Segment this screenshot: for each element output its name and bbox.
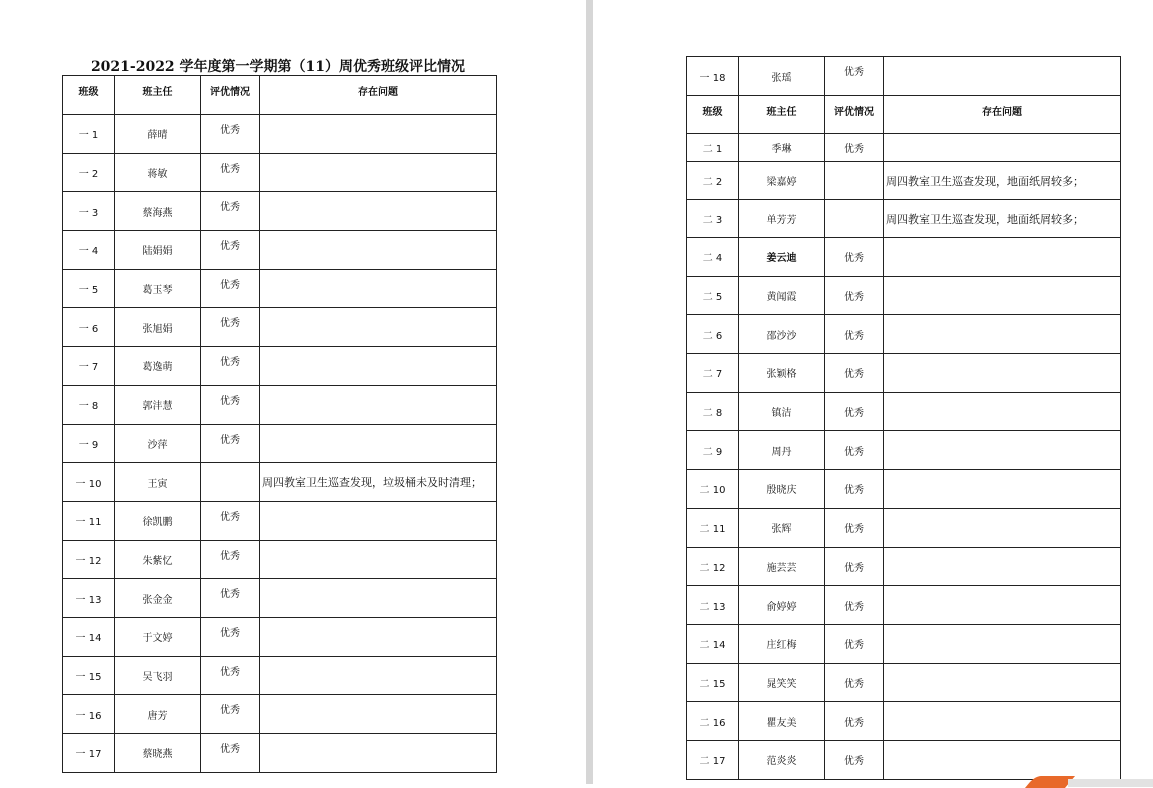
evaluation-cell: 优秀 [201,540,260,579]
issue-cell [260,617,497,656]
class-cell: 二 13 [687,586,739,625]
issue-cell [884,354,1121,393]
teacher-cell: 葛玉琴 [115,269,201,308]
header-class: 班级 [63,76,115,115]
class-cell: 二 16 [687,702,739,741]
evaluation-cell: 优秀 [201,656,260,695]
table-header-row [63,76,497,115]
issue-cell [884,586,1121,625]
evaluation-cell: 优秀 [825,547,884,586]
teacher-cell: 陆娟娟 [115,231,201,270]
teacher-cell: 徐凯鹏 [115,501,201,540]
teacher-cell: 晁笑笑 [739,663,825,702]
issue-cell [260,579,497,618]
evaluation-cell: 优秀 [825,134,884,162]
evaluation-cell: 优秀 [201,424,260,463]
teacher-cell: 郭沣慧 [115,385,201,424]
table-row [687,740,1121,779]
teacher-cell: 葛逸萌 [115,347,201,386]
evaluation-cell: 优秀 [201,347,260,386]
evaluation-cell: 优秀 [201,695,260,734]
evaluation-cell: 优秀 [201,579,260,618]
issue-cell: 周四教室卫生巡查发现，地面纸屑较多； [884,162,1121,200]
class-cell: 二 17 [687,740,739,779]
table-row [63,269,497,308]
table-row [63,695,497,734]
class-cell: 二 7 [687,354,739,393]
table-row [687,431,1121,470]
teacher-cell: 于文婷 [115,617,201,656]
evaluation-cell: 优秀 [825,663,884,702]
table-row [687,354,1121,393]
table-row [63,424,497,463]
class-cell: 一 9 [63,424,115,463]
teacher-cell: 薛晴 [115,115,201,154]
table-row [687,702,1121,741]
issue-cell [260,115,497,154]
class-cell: 二 3 [687,200,739,238]
table-row [63,656,497,695]
evaluation-cell: 优秀 [201,501,260,540]
issue-cell [884,624,1121,663]
issue-cell [260,231,497,270]
issue-cell [260,501,497,540]
evaluation-cell: 优秀 [825,315,884,354]
table-row [63,501,497,540]
header-evaluation: 评优情况 [201,76,260,115]
evaluation-cell: 优秀 [825,470,884,509]
teacher-cell: 朱紫忆 [115,540,201,579]
issue-cell [884,547,1121,586]
teacher-cell: 周丹 [739,431,825,470]
teacher-cell: 殷晓庆 [739,470,825,509]
issue-cell [260,695,497,734]
right-evaluation-table [686,56,1121,780]
evaluation-cell: 优秀 [201,153,260,192]
class-cell: 一 4 [63,231,115,270]
table-row [63,192,497,231]
table-row [63,231,497,270]
teacher-cell: 镇洁 [739,392,825,431]
class-cell: 一 10 [63,463,115,502]
class-cell: 二 12 [687,547,739,586]
issue-cell [260,153,497,192]
teacher-cell: 吴飞羽 [115,656,201,695]
teacher-cell: 张金金 [115,579,201,618]
table-row [687,276,1121,315]
class-cell: 一 6 [63,308,115,347]
gray-bar-decoration [1068,779,1153,787]
table-row [687,134,1121,162]
class-cell: 二 11 [687,508,739,547]
teacher-cell: 蔡海燕 [115,192,201,231]
teacher-cell: 瞿友美 [739,702,825,741]
page-title: 2021-2022 学年度第一学期第（11）周优秀班级评比情况 [90,59,466,75]
evaluation-cell: 优秀 [825,276,884,315]
header-teacher: 班主任 [739,96,825,134]
header-issues: 存在问题 [260,76,497,115]
issue-cell [884,740,1121,779]
class-cell: 一 16 [63,695,115,734]
class-cell: 二 6 [687,315,739,354]
table-row [63,463,497,502]
evaluation-cell: 优秀 [201,308,260,347]
evaluation-cell: 优秀 [201,385,260,424]
issue-cell: 周四教室卫生巡查发现，地面纸屑较多； [884,200,1121,238]
issue-cell [884,470,1121,509]
table-row [687,200,1121,238]
table-row [63,308,497,347]
teacher-cell: 张瑶 [739,57,825,96]
class-cell: 二 8 [687,392,739,431]
table-row [687,57,1121,96]
class-cell: 二 1 [687,134,739,162]
teacher-cell: 庄红梅 [739,624,825,663]
issue-cell [260,656,497,695]
teacher-cell: 邵沙沙 [739,315,825,354]
evaluation-cell: 优秀 [201,617,260,656]
header-issues: 存在问题 [884,96,1121,134]
evaluation-cell [825,200,884,238]
class-cell: 一 12 [63,540,115,579]
issue-cell [260,385,497,424]
class-cell: 一 5 [63,269,115,308]
teacher-cell: 张辉 [739,508,825,547]
evaluation-cell: 优秀 [825,508,884,547]
evaluation-cell: 优秀 [201,192,260,231]
table-row [687,663,1121,702]
issue-cell [260,347,497,386]
issue-cell [884,276,1121,315]
issue-cell [884,134,1121,162]
class-cell: 一 3 [63,192,115,231]
teacher-cell: 施芸芸 [739,547,825,586]
evaluation-cell: 优秀 [825,586,884,625]
issue-cell [884,508,1121,547]
class-cell: 二 5 [687,276,739,315]
issue-cell [884,57,1121,96]
issue-cell [260,308,497,347]
header-class: 班级 [687,96,739,134]
evaluation-cell: 优秀 [825,392,884,431]
evaluation-cell: 优秀 [201,115,260,154]
class-cell: 二 9 [687,431,739,470]
table-row [687,315,1121,354]
table-row [63,385,497,424]
issue-cell [260,424,497,463]
teacher-cell: 沙萍 [115,424,201,463]
issue-cell [884,392,1121,431]
teacher-cell: 王寅 [115,463,201,502]
teacher-cell: 姜云迪 [739,238,825,277]
teacher-cell: 张旭娟 [115,308,201,347]
table-row [63,115,497,154]
table-row [687,162,1121,200]
table-row [687,470,1121,509]
table-row [687,238,1121,277]
table-row [63,347,497,386]
teacher-cell: 范炎炎 [739,740,825,779]
class-cell: 一 14 [63,617,115,656]
table-row [63,734,497,773]
evaluation-cell: 优秀 [825,238,884,277]
evaluation-cell: 优秀 [201,231,260,270]
teacher-cell: 蒋敏 [115,153,201,192]
issue-cell [884,431,1121,470]
issue-cell [260,269,497,308]
evaluation-cell: 优秀 [825,57,884,96]
issue-cell [884,315,1121,354]
teacher-cell: 季琳 [739,134,825,162]
evaluation-cell: 优秀 [825,354,884,393]
issue-cell [260,192,497,231]
class-cell: 二 10 [687,470,739,509]
issue-cell [884,238,1121,277]
teacher-cell: 张颖格 [739,354,825,393]
class-cell: 一 18 [687,57,739,96]
evaluation-cell [201,463,260,502]
class-cell: 一 8 [63,385,115,424]
teacher-cell: 黄闻霞 [739,276,825,315]
issue-cell [884,663,1121,702]
table-row [687,508,1121,547]
evaluation-cell: 优秀 [201,734,260,773]
evaluation-cell: 优秀 [825,431,884,470]
class-cell: 一 7 [63,347,115,386]
class-cell: 二 15 [687,663,739,702]
left-evaluation-table [62,75,497,773]
issue-cell [260,734,497,773]
header-teacher: 班主任 [115,76,201,115]
issue-cell [884,702,1121,741]
teacher-cell: 梁嘉婷 [739,162,825,200]
class-cell: 一 11 [63,501,115,540]
teacher-cell: 俞婷婷 [739,586,825,625]
class-cell: 一 17 [63,734,115,773]
evaluation-cell: 优秀 [825,740,884,779]
table-row [687,624,1121,663]
table-row [63,617,497,656]
class-cell: 一 13 [63,579,115,618]
table-row [63,579,497,618]
page-divider [586,0,593,784]
class-cell: 一 15 [63,656,115,695]
teacher-cell: 单芳芳 [739,200,825,238]
table-row [687,547,1121,586]
class-cell: 一 1 [63,115,115,154]
table-row [63,540,497,579]
evaluation-cell [825,162,884,200]
class-cell: 二 14 [687,624,739,663]
table-row [63,153,497,192]
table-header-row [687,96,1121,134]
evaluation-cell: 优秀 [825,624,884,663]
header-evaluation: 评优情况 [825,96,884,134]
teacher-cell: 唐芳 [115,695,201,734]
issue-cell [260,540,497,579]
class-cell: 二 4 [687,238,739,277]
class-cell: 一 2 [63,153,115,192]
table-row [687,392,1121,431]
evaluation-cell: 优秀 [201,269,260,308]
teacher-cell: 蔡晓燕 [115,734,201,773]
evaluation-cell: 优秀 [825,702,884,741]
class-cell: 二 2 [687,162,739,200]
issue-cell: 周四教室卫生巡查发现，垃圾桶未及时清理； [260,463,497,502]
table-row [687,586,1121,625]
